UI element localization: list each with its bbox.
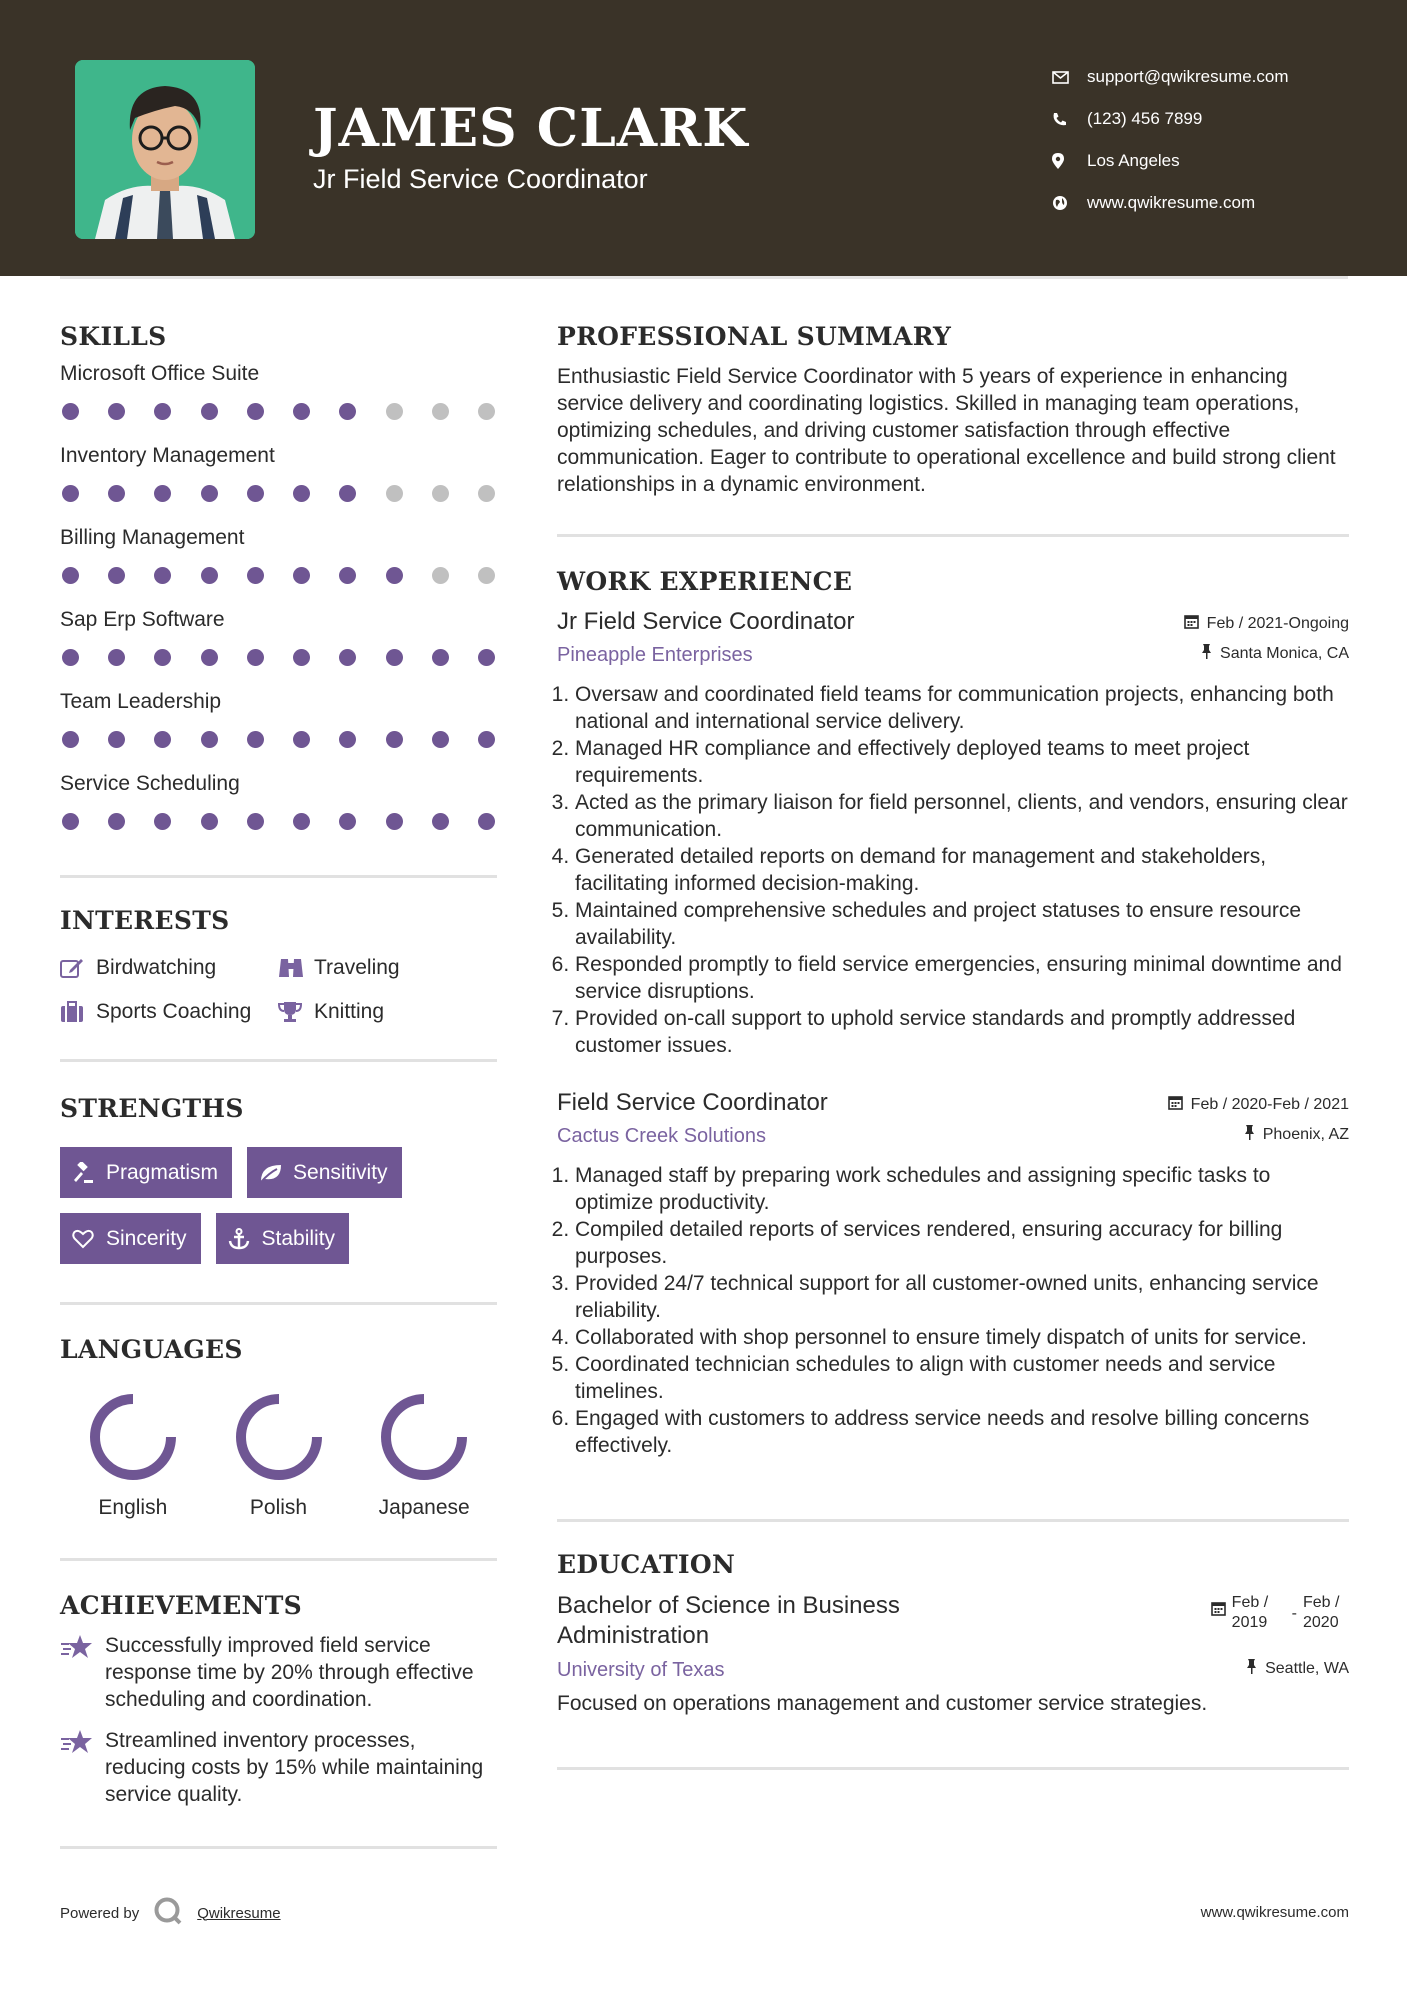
- contact-email[interactable]: support@qwikresume.com: [1050, 56, 1370, 98]
- skill-dot-filled: [339, 649, 356, 666]
- skill-dot-filled: [62, 813, 79, 830]
- skill-dot-filled: [386, 813, 403, 830]
- list-item: 1. Oversaw and coordinated field teams for communication projects, enhancing both national and international service delivery.: [575, 681, 1349, 735]
- summary-heading: PROFESSIONAL SUMMARY: [557, 322, 952, 351]
- skill-dot-empty: [386, 403, 403, 420]
- company-name: Cactus Creek Solutions: [557, 1125, 766, 1147]
- achievement-item: Successfully improved field service response time by 20% through effective scheduling and coordination.: [60, 1632, 497, 1713]
- skill-dot-filled: [293, 649, 310, 666]
- skill-dot-empty: [432, 485, 449, 502]
- qwikresume-logo-icon: [153, 1896, 183, 1930]
- experience-heading: WORK EXPERIENCE: [557, 567, 853, 596]
- education-description: Focused on operations management and customer service strategies.: [557, 1692, 1208, 1715]
- footer-website[interactable]: www.qwikresume.com: [1200, 1904, 1349, 1921]
- contact-phone[interactable]: (123) 456 7899: [1050, 98, 1370, 140]
- right-column: [557, 322, 1349, 1770]
- job-entry: [557, 1089, 1349, 1459]
- job-location: Santa Monica, CA: [1201, 644, 1349, 664]
- achievements-heading: ACHIEVEMENTS: [60, 1591, 302, 1620]
- skill-dot-filled: [339, 403, 356, 420]
- list-item: 6. Engaged with customers to address service needs and resolve billing concerns effectively.: [575, 1405, 1349, 1459]
- section-divider: [60, 1302, 497, 1305]
- skill-dot-filled: [154, 567, 171, 584]
- skill-dot-filled: [339, 731, 356, 748]
- skill-rating: [60, 799, 497, 843]
- list-item: 2. Compiled detailed reports of services rendered, ensuring accuracy for billing purposes.: [575, 1216, 1349, 1270]
- resume-header: [0, 0, 1407, 276]
- skill-dot-filled: [108, 485, 125, 502]
- phone-icon: [1050, 112, 1087, 127]
- list-item: 4. Generated detailed reports on demand for management and stakeholders, facilitating informed decision-making.: [575, 843, 1349, 897]
- skill-dot-filled: [339, 485, 356, 502]
- interests-list: [60, 953, 497, 1027]
- skill-dot-filled: [201, 731, 218, 748]
- skill-dot-filled: [62, 485, 79, 502]
- achievements-section: [60, 1591, 497, 1808]
- pushpin-icon: [1244, 1125, 1255, 1145]
- skill-rating: [60, 717, 497, 761]
- skill-dot-filled: [201, 649, 218, 666]
- star-badge-icon: [60, 1632, 105, 1713]
- language-item: English: [60, 1392, 206, 1520]
- skill-dot-filled: [154, 813, 171, 830]
- email-icon: [1050, 71, 1087, 84]
- skills-heading: SKILLS: [60, 322, 167, 351]
- skill-dot-filled: [62, 731, 79, 748]
- strength-tag: Sincerity: [60, 1213, 201, 1264]
- section-divider: [60, 1059, 497, 1062]
- language-item: Japanese: [351, 1392, 497, 1520]
- skills-list: [60, 359, 497, 843]
- language-level-ring: [88, 1392, 178, 1482]
- skill-dot-filled: [478, 649, 495, 666]
- achievement-item: Streamlined inventory processes, reducing costs by 15% while maintaining service quality.: [60, 1727, 497, 1808]
- skill-dot-filled: [108, 567, 125, 584]
- calendar-icon: [1168, 1095, 1183, 1115]
- interest-item: Knitting: [278, 997, 497, 1027]
- skill-dot-filled: [293, 813, 310, 830]
- strength-tag: Stability: [216, 1213, 350, 1264]
- job-entry: [557, 608, 1349, 1059]
- skill-dot-filled: [154, 731, 171, 748]
- trophy-icon: [278, 1001, 314, 1023]
- skill-dot-filled: [432, 731, 449, 748]
- calendar-icon: [1184, 614, 1199, 634]
- skill-dot-filled: [62, 649, 79, 666]
- list-item: 3. Acted as the primary liaison for field personnel, clients, and vendors, ensuring clear communication.: [575, 789, 1349, 843]
- skill-rating: [60, 389, 497, 433]
- summary-section: [557, 322, 1349, 498]
- job-title: Jr Field Service Coordinator: [557, 608, 855, 635]
- skill-item: Billing Management: [60, 523, 497, 597]
- leaf-icon: [259, 1163, 293, 1183]
- skill-dot-filled: [247, 485, 264, 502]
- skill-rating: [60, 635, 497, 679]
- location-icon: [1050, 153, 1087, 169]
- school-name: University of Texas: [557, 1659, 725, 1681]
- skill-dot-empty: [478, 485, 495, 502]
- skill-dot-filled: [386, 731, 403, 748]
- list-item: 4. Collaborated with shop personnel to ensure timely dispatch of units for service.: [575, 1324, 1349, 1351]
- languages-list: [60, 1392, 497, 1520]
- calendar-icon: [1211, 1601, 1226, 1621]
- skill-dot-filled: [247, 731, 264, 748]
- skill-dot-filled: [108, 731, 125, 748]
- skill-dot-filled: [62, 567, 79, 584]
- interest-item: Traveling: [278, 953, 497, 983]
- skill-dot-filled: [432, 649, 449, 666]
- contact-location: Los Angeles: [1050, 140, 1370, 182]
- section-divider: [557, 534, 1349, 537]
- skill-dot-filled: [293, 567, 310, 584]
- section-divider: [557, 1767, 1349, 1770]
- left-column: [60, 322, 497, 1849]
- job-title: Field Service Coordinator: [557, 1089, 828, 1116]
- gavel-icon: [72, 1162, 106, 1184]
- candidate-title: Jr Field Service Coordinator: [313, 164, 648, 194]
- strengths-heading: STRENGTHS: [60, 1094, 244, 1123]
- skill-dot-filled: [247, 403, 264, 420]
- skill-dot-filled: [247, 567, 264, 584]
- language-level-ring: [234, 1392, 324, 1482]
- star-badge-icon: [60, 1727, 105, 1808]
- section-divider: [60, 1846, 497, 1849]
- contact-website[interactable]: www.qwikresume.com: [1050, 182, 1370, 224]
- skill-dot-filled: [247, 813, 264, 830]
- education-location: Seattle, WA: [1246, 1659, 1349, 1679]
- skill-dot-empty: [386, 485, 403, 502]
- contact-list: [1050, 56, 1370, 224]
- skill-dot-filled: [154, 649, 171, 666]
- skill-dot-filled: [108, 649, 125, 666]
- list-item: 6. Responded promptly to field service emergencies, ensuring minimal downtime and service disruptions.: [575, 951, 1349, 1005]
- skill-dot-filled: [478, 813, 495, 830]
- list-item: 3. Provided 24/7 technical support for all customer-owned units, enhancing service reliability.: [575, 1270, 1349, 1324]
- skill-dot-empty: [432, 403, 449, 420]
- language-level-arc: [95, 1399, 171, 1475]
- languages-section: [60, 1335, 497, 1520]
- languages-heading: LANGUAGES: [60, 1335, 243, 1364]
- skill-dot-filled: [201, 403, 218, 420]
- interests-heading: INTERESTS: [60, 906, 230, 935]
- education-heading: EDUCATION: [557, 1550, 736, 1579]
- list-item: 5. Coordinated technician schedules to align with customer needs and service timelines.: [575, 1351, 1349, 1405]
- job-location: Phoenix, AZ: [1244, 1125, 1349, 1145]
- skill-dot-filled: [247, 649, 264, 666]
- binoculars-icon: [278, 957, 314, 979]
- skill-dot-filled: [293, 403, 310, 420]
- interest-item: Sports Coaching: [60, 997, 278, 1027]
- job-dates: Feb / 2021-Ongoing: [1184, 614, 1349, 634]
- skill-dot-filled: [201, 485, 218, 502]
- experience-section: [557, 567, 1349, 1459]
- qwikresume-link[interactable]: Qwikresume: [197, 1904, 281, 1922]
- skill-dot-filled: [108, 403, 125, 420]
- skill-rating: [60, 471, 497, 515]
- language-level-arc: [386, 1399, 462, 1475]
- strengths-section: [60, 1094, 497, 1264]
- strength-tag: Sensitivity: [247, 1147, 402, 1198]
- skill-item: Microsoft Office Suite: [60, 359, 497, 433]
- briefcase-icon: [60, 1001, 96, 1023]
- skill-dot-filled: [386, 649, 403, 666]
- skill-item: Service Scheduling: [60, 769, 497, 843]
- responsibility-list: [557, 681, 1349, 1059]
- skill-dot-filled: [432, 813, 449, 830]
- skill-dot-filled: [293, 485, 310, 502]
- candidate-name: JAMES CLARK: [313, 98, 749, 159]
- education-section: [557, 1550, 1349, 1717]
- skill-dot-filled: [154, 485, 171, 502]
- language-item: Polish: [206, 1392, 352, 1520]
- section-divider: [60, 1558, 497, 1561]
- summary-text: Enthusiastic Field Service Coordinator with 5 years of experience in enhancing service delivery and coordinating logistics. Skilled in managing team operations, optimizing schedules, and driving customer satisfaction through effective communication. Eager to contribute to operational excellence and build strong client relationships in a dynamic environment.: [557, 365, 1336, 496]
- list-item: 2. Managed HR compliance and effectively deployed teams to meet project requirements.: [575, 735, 1349, 789]
- skill-dot-filled: [478, 731, 495, 748]
- skill-dot-filled: [339, 567, 356, 584]
- skill-dot-filled: [201, 813, 218, 830]
- responsibility-list: [557, 1162, 1349, 1459]
- skills-section: [60, 322, 497, 843]
- list-item: 1. Managed staff by preparing work schedules and assigning specific tasks to optimize productivity.: [575, 1162, 1349, 1216]
- skill-dot-filled: [108, 813, 125, 830]
- edit-icon: [60, 957, 96, 979]
- strength-tag: Pragmatism: [60, 1147, 232, 1198]
- skill-dot-empty: [478, 403, 495, 420]
- profile-photo: [75, 60, 255, 239]
- skill-dot-empty: [478, 567, 495, 584]
- skill-dot-filled: [386, 567, 403, 584]
- skill-item: Team Leadership: [60, 687, 497, 761]
- job-dates: Feb / 2020-Feb / 2021: [1168, 1095, 1349, 1115]
- footer-powered-by: Powered by Qwikresume: [60, 1896, 281, 1930]
- interest-item: Birdwatching: [60, 953, 278, 983]
- list-item: 5. Maintained comprehensive schedules and project statuses to ensure resource availability.: [575, 897, 1349, 951]
- skill-item: Inventory Management: [60, 441, 497, 515]
- degree-title: Bachelor of Science in Business Administration: [557, 1592, 900, 1649]
- skill-dot-filled: [339, 813, 356, 830]
- skill-dot-filled: [154, 403, 171, 420]
- skill-dot-filled: [201, 567, 218, 584]
- heart-icon: [72, 1229, 106, 1249]
- language-level-arc: [241, 1399, 317, 1475]
- globe-icon: [1050, 195, 1087, 211]
- list-item: 7. Provided on-call support to uphold service standards and promptly addressed customer issues.: [575, 1005, 1349, 1059]
- anchor-icon: [228, 1228, 262, 1250]
- pushpin-icon: [1201, 644, 1212, 664]
- skill-dot-empty: [432, 567, 449, 584]
- language-level-ring: [379, 1392, 469, 1482]
- pushpin-icon: [1246, 1659, 1257, 1679]
- skill-rating: [60, 553, 497, 597]
- skill-item: Sap Erp Software: [60, 605, 497, 679]
- skill-dot-filled: [293, 731, 310, 748]
- section-divider: [60, 875, 497, 878]
- interests-section: [60, 906, 497, 1027]
- strengths-list: [60, 1147, 497, 1264]
- skill-dot-filled: [62, 403, 79, 420]
- section-divider: [557, 1519, 1349, 1522]
- company-name: Pineapple Enterprises: [557, 644, 753, 666]
- education-dates: Feb / 2019 - Feb / 2020: [1211, 1593, 1349, 1633]
- header-divider: [60, 276, 1348, 279]
